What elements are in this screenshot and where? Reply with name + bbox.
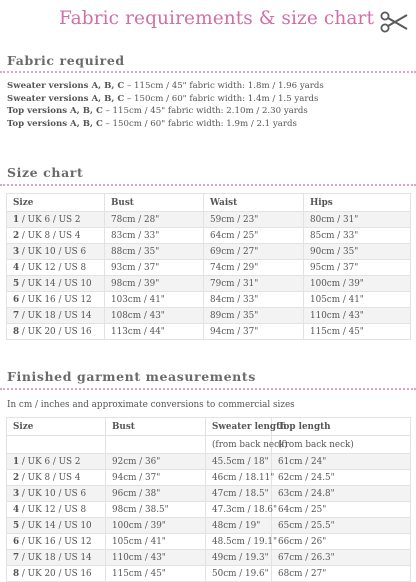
size-cell <box>7 260 105 276</box>
fabric-line-label: Top versions A, B, C <box>7 118 103 129</box>
table-row <box>7 566 411 582</box>
size-cell <box>7 550 106 566</box>
size-number: 4 <box>13 504 20 515</box>
size-cell <box>7 276 105 292</box>
top-cell: 67cm / 26.3" <box>272 550 411 566</box>
column-header: Size <box>7 418 106 436</box>
bust-cell: 103cm / 41" <box>105 292 204 308</box>
bust-cell: 108cm / 43" <box>105 308 204 324</box>
size-number: 4 <box>13 262 20 273</box>
size-conversion: / UK 20 / US 16 <box>19 568 92 579</box>
size-chart-heading: Size chart <box>7 165 84 180</box>
size-cell <box>7 292 105 308</box>
column-subheader: (from back neck) <box>206 436 272 454</box>
size-number: 3 <box>13 246 20 257</box>
table-row <box>7 260 411 276</box>
column-subheader: (from back neck) <box>272 436 411 454</box>
fabric-line-label: Sweater versions A, B, C <box>7 81 125 91</box>
size-conversion: / UK 18 / US 14 <box>19 552 92 563</box>
bust-cell: 98cm / 39" <box>105 276 204 292</box>
sweater-cell: 47.3cm / 18.6" <box>206 502 272 518</box>
column-subheader <box>7 436 106 454</box>
section-divider <box>0 388 416 390</box>
size-cell <box>7 308 105 324</box>
sweater-cell: 49cm / 19.3" <box>206 550 272 566</box>
size-conversion: / UK 8 / US 4 <box>19 230 81 241</box>
size-number: 1 <box>13 214 20 225</box>
size-conversion: / UK 14 / US 10 <box>19 520 92 531</box>
column-header: Hips <box>304 194 411 212</box>
garment-note: In cm / inches and approximate conversions to commercial sizes <box>7 400 295 410</box>
size-number: 8 <box>13 568 20 579</box>
size-number: 7 <box>13 310 20 321</box>
waist-cell: 69cm / 27" <box>204 244 304 260</box>
size-cell <box>7 486 106 502</box>
size-number: 8 <box>13 326 20 337</box>
table-row <box>7 518 411 534</box>
fabric-line-label: Top versions A, B, C <box>7 106 103 116</box>
waist-cell: 94cm / 37" <box>204 324 304 340</box>
bust-cell: 93cm / 37" <box>105 260 204 276</box>
page-header <box>0 8 416 36</box>
hips-cell: 115cm / 45" <box>304 324 411 340</box>
size-cell <box>7 534 106 550</box>
bust-cell: 83cm / 33" <box>105 228 204 244</box>
fabric-line <box>7 80 412 93</box>
fabric-line-text: – 115cm / 45" fabric width: 2.10m / 2.30 yards <box>102 106 308 116</box>
waist-cell: 59cm / 23" <box>204 212 304 228</box>
bust-cell: 110cm / 43" <box>106 550 206 566</box>
column-header: Sweater length <box>206 418 272 436</box>
size-number: 6 <box>13 536 20 547</box>
waist-cell: 64cm / 25" <box>204 228 304 244</box>
top-cell: 65cm / 25.5" <box>272 518 411 534</box>
hips-cell: 95cm / 37" <box>304 260 411 276</box>
section-divider <box>0 71 416 73</box>
fabric-line-text: – 150cm / 60" fabric width: 1.4m / 1.5 yards <box>124 93 319 104</box>
table-row <box>7 486 411 502</box>
column-header: Top length <box>272 418 411 436</box>
column-header: Size <box>7 194 105 212</box>
fabric-heading: Fabric required <box>7 53 125 68</box>
garment-heading: Finished garment measurements <box>7 369 256 384</box>
size-cell <box>7 470 106 486</box>
table-row <box>7 292 411 308</box>
size-cell <box>7 502 106 518</box>
size-number: 3 <box>13 488 20 499</box>
table-row <box>7 470 411 486</box>
fabric-line-label: Sweater versions A, B, C <box>7 93 125 104</box>
bust-cell: 115cm / 45" <box>106 566 206 582</box>
hips-cell: 110cm / 43" <box>304 308 411 324</box>
hips-cell: 80cm / 31" <box>304 212 411 228</box>
hips-cell: 105cm / 41" <box>304 292 411 308</box>
top-cell: 68cm / 27" <box>272 566 411 582</box>
size-cell <box>7 454 106 470</box>
size-chart-table <box>6 193 411 340</box>
hips-cell: 90cm / 35" <box>304 244 411 260</box>
table-row <box>7 534 411 550</box>
size-number: 1 <box>13 456 20 467</box>
bust-cell: 96cm / 38" <box>106 486 206 502</box>
table-row <box>7 550 411 566</box>
sweater-cell: 48.5cm / 19.1" <box>206 534 272 550</box>
fabric-line-text: – 150cm / 60" fabric width: 1.9m / 2.1 yards <box>102 118 297 129</box>
size-cell <box>7 212 105 228</box>
page-title: Fabric requirements & size chart <box>58 8 374 29</box>
column-header: Bust <box>105 194 204 212</box>
top-cell: 64cm / 25" <box>272 502 411 518</box>
size-conversion: / UK 6 / US 2 <box>19 456 81 467</box>
table-row <box>7 308 411 324</box>
top-cell: 66cm / 26" <box>272 534 411 550</box>
table-row <box>7 244 411 260</box>
size-cell <box>7 244 105 260</box>
size-conversion: / UK 18 / US 14 <box>19 310 92 321</box>
bust-cell: 92cm / 36" <box>106 454 206 470</box>
size-number: 5 <box>13 278 20 289</box>
sweater-cell: 50cm / 19.6" <box>206 566 272 582</box>
size-conversion: / UK 14 / US 10 <box>19 278 92 289</box>
table-row <box>7 324 411 340</box>
bust-cell: 98cm / 38.5" <box>106 502 206 518</box>
hips-cell: 100cm / 39" <box>304 276 411 292</box>
sweater-cell: 47cm / 18.5" <box>206 486 272 502</box>
size-number: 2 <box>13 230 20 241</box>
column-header: Waist <box>204 194 304 212</box>
size-cell <box>7 518 106 534</box>
bust-cell: 88cm / 35" <box>105 244 204 260</box>
top-cell: 62cm / 24.5" <box>272 470 411 486</box>
size-conversion: / UK 10 / US 6 <box>19 246 87 257</box>
fabric-line-text: – 115cm / 45" fabric width: 1.8m / 1.96 yards <box>124 81 324 91</box>
size-cell <box>7 228 105 244</box>
size-number: 6 <box>13 294 20 305</box>
table-row <box>7 454 411 470</box>
table-row <box>7 212 411 228</box>
table-row <box>7 228 411 244</box>
table-row <box>7 276 411 292</box>
size-conversion: / UK 12 / US 8 <box>19 504 87 515</box>
hips-cell: 85cm / 33" <box>304 228 411 244</box>
fabric-line <box>7 93 412 106</box>
size-conversion: / UK 20 / US 16 <box>19 326 92 337</box>
bust-cell: 100cm / 39" <box>106 518 206 534</box>
size-conversion: / UK 12 / US 8 <box>19 262 87 273</box>
sweater-cell: 46cm / 18.11" <box>206 470 272 486</box>
fabric-line <box>7 118 412 131</box>
bust-cell: 105cm / 41" <box>106 534 206 550</box>
bust-cell: 113cm / 44" <box>105 324 204 340</box>
size-cell <box>7 566 106 582</box>
top-cell: 63cm / 24.8" <box>272 486 411 502</box>
section-divider <box>0 184 416 186</box>
waist-cell: 89cm / 35" <box>204 308 304 324</box>
size-number: 2 <box>13 472 20 483</box>
top-cell: 61cm / 24" <box>272 454 411 470</box>
size-conversion: / UK 10 / US 6 <box>19 488 87 499</box>
waist-cell: 84cm / 33" <box>204 292 304 308</box>
size-number: 7 <box>13 552 20 563</box>
size-conversion: / UK 16 / US 12 <box>19 294 92 305</box>
size-conversion: / UK 16 / US 12 <box>19 536 92 547</box>
fabric-line <box>7 105 412 118</box>
column-subheader <box>106 436 206 454</box>
scissors-icon <box>380 10 408 34</box>
size-conversion: / UK 8 / US 4 <box>19 472 81 483</box>
bust-cell: 78cm / 28" <box>105 212 204 228</box>
size-number: 5 <box>13 520 20 531</box>
fabric-requirements-list <box>7 80 412 130</box>
bust-cell: 94cm / 37" <box>106 470 206 486</box>
garment-measurements-table <box>6 417 411 582</box>
size-conversion: / UK 6 / US 2 <box>19 214 81 225</box>
sweater-cell: 45.5cm / 18" <box>206 454 272 470</box>
waist-cell: 74cm / 29" <box>204 260 304 276</box>
column-header: Bust <box>106 418 206 436</box>
sweater-cell: 48cm / 19" <box>206 518 272 534</box>
size-cell <box>7 324 105 340</box>
table-row <box>7 502 411 518</box>
waist-cell: 79cm / 31" <box>204 276 304 292</box>
